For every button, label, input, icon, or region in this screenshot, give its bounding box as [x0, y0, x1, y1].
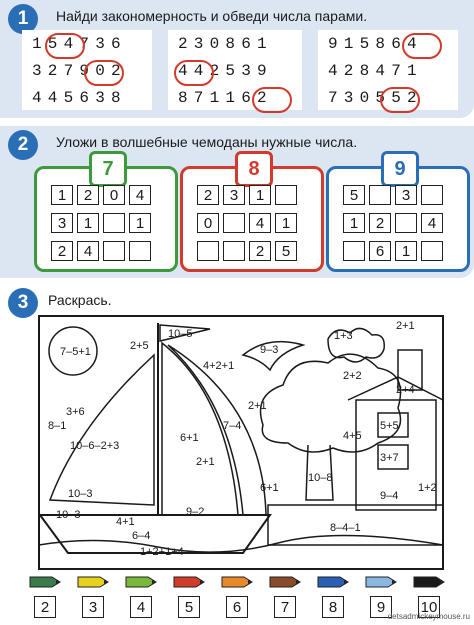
number-cell[interactable]	[103, 213, 125, 233]
number-cell[interactable]: 1	[129, 213, 151, 233]
number-row: 871162	[178, 89, 273, 107]
region-label: 3+6	[66, 406, 85, 418]
pencil-5[interactable]	[172, 572, 208, 622]
number-cell[interactable]: 6	[369, 241, 391, 261]
region-label: 4+2+1	[203, 360, 235, 372]
pair-circle[interactable]	[380, 87, 420, 113]
region-label: 9–3	[260, 344, 279, 356]
suitcase-label: 7	[89, 151, 127, 187]
task1-panel-1	[22, 30, 152, 110]
pencil-7[interactable]	[268, 572, 304, 622]
number-cell[interactable]: 1	[343, 213, 365, 233]
region-label: 10–8	[308, 472, 333, 484]
pencil-number: 3	[82, 596, 104, 618]
pair-circle[interactable]	[45, 33, 85, 59]
task3-title: Раскрась.	[48, 292, 112, 308]
region-label: 8–1	[48, 420, 67, 432]
suitcase-label: 8	[235, 151, 273, 187]
number-cell[interactable]: 1	[395, 241, 417, 261]
number-cell[interactable]	[197, 241, 219, 261]
pencil-number: 10	[418, 596, 440, 618]
region-label: 2+4	[396, 384, 415, 396]
region-label: 10–3	[56, 509, 81, 521]
region-label: 7–4	[223, 420, 242, 432]
number-cell[interactable]	[395, 213, 417, 233]
pencil-icon	[220, 572, 256, 592]
suitcase-7	[34, 157, 178, 272]
pair-circle[interactable]	[402, 33, 442, 59]
number-cell[interactable]: 4	[249, 213, 271, 233]
pencil-2[interactable]	[28, 572, 64, 622]
region-label: 4+5	[343, 430, 362, 442]
task3-number: 3	[8, 288, 38, 318]
number-cell[interactable]: 1	[249, 185, 271, 205]
pair-circle[interactable]	[174, 60, 214, 86]
number-cell[interactable]: 1	[51, 185, 73, 205]
region-label: 10–6–2+3	[70, 440, 120, 452]
number-row: 230861	[178, 35, 273, 53]
suitcase-9	[326, 157, 470, 272]
region-label: 1+2+1+4	[140, 546, 184, 558]
number-cell[interactable]: 3	[395, 185, 417, 205]
region-label: 5+5	[380, 420, 399, 432]
number-cell[interactable]: 3	[51, 213, 73, 233]
region-label: 10–3	[68, 488, 93, 500]
region-label: 2+2	[343, 370, 362, 382]
number-cell[interactable]: 1	[77, 213, 99, 233]
region-label: 6–4	[132, 530, 151, 542]
region-label: 2+5	[130, 340, 149, 352]
number-cell[interactable]	[223, 213, 245, 233]
number-cell[interactable]	[421, 185, 443, 205]
pencil-number: 6	[226, 596, 248, 618]
number-cell[interactable]: 3	[223, 185, 245, 205]
region-label: 1+3	[334, 330, 353, 342]
number-cell[interactable]: 0	[197, 213, 219, 233]
pencil-number: 8	[322, 596, 344, 618]
number-row: 327902	[32, 62, 127, 80]
number-cell[interactable]: 2	[249, 241, 271, 261]
region-label: 2+1	[396, 320, 415, 332]
task1-number: 1	[8, 4, 38, 34]
number-row: 442539	[178, 62, 273, 80]
task2-title: Уложи в волшебные чемоданы нужные числа.	[56, 134, 358, 150]
number-cell[interactable]: 2	[197, 185, 219, 205]
suitcase-8	[180, 157, 324, 272]
task1-title: Найди закономерность и обведи числа парами.	[56, 8, 368, 24]
number-cell[interactable]: 5	[343, 185, 365, 205]
number-cell[interactable]	[223, 241, 245, 261]
number-cell[interactable]: 2	[369, 213, 391, 233]
region-label: 2+1	[196, 456, 215, 468]
region-label: 9–2	[186, 506, 205, 518]
pencil-number: 4	[130, 596, 152, 618]
suitcase-grid	[343, 185, 443, 261]
pencil-icon	[316, 572, 352, 592]
number-cell[interactable]: 2	[77, 185, 99, 205]
pencil-icon	[268, 572, 304, 592]
region-label: 6+1	[180, 432, 199, 444]
suitcase-grid	[197, 185, 297, 261]
pencil-8[interactable]	[316, 572, 352, 622]
number-cell[interactable]: 4	[421, 213, 443, 233]
region-label: 1+2	[418, 482, 437, 494]
region-label: 4+1	[116, 516, 135, 528]
number-cell[interactable]	[275, 185, 297, 205]
region-label: 2+1	[248, 400, 267, 412]
number-cell[interactable]	[129, 241, 151, 261]
region-label: 8–4–1	[330, 522, 361, 534]
pencil-number: 2	[34, 596, 56, 618]
watermark: detsadmickeymouse.ru	[387, 612, 470, 621]
number-cell[interactable]: 1	[275, 213, 297, 233]
number-row: 445638	[32, 89, 127, 107]
number-cell[interactable]: 2	[51, 241, 73, 261]
pencil-icon	[172, 572, 208, 592]
pencil-3[interactable]	[76, 572, 112, 622]
task2-number: 2	[8, 130, 38, 160]
number-cell[interactable]: 4	[77, 241, 99, 261]
number-row: 154736	[32, 35, 127, 53]
number-cell[interactable]	[343, 241, 365, 261]
region-label: 9–4	[380, 490, 399, 502]
pencil-6[interactable]	[220, 572, 256, 622]
pencil-icon	[28, 572, 64, 592]
number-cell[interactable]: 4	[129, 185, 151, 205]
number-cell[interactable]	[103, 241, 125, 261]
pencil-icon	[412, 572, 448, 592]
pencil-number: 9	[370, 596, 392, 618]
number-row: 428471	[328, 62, 423, 80]
task1-panel-3	[318, 30, 458, 110]
region-label: 7–5+1	[60, 346, 91, 358]
number-row: 915864	[328, 35, 423, 53]
number-cell[interactable]: 0	[103, 185, 125, 205]
region-label: 10–5	[168, 328, 193, 340]
pair-circle[interactable]	[84, 60, 124, 86]
number-cell[interactable]	[369, 185, 391, 205]
suitcase-grid	[51, 185, 151, 261]
pencil-icon	[364, 572, 400, 592]
region-label: 6+1	[260, 482, 279, 494]
suitcase-label: 9	[381, 151, 419, 187]
region-label: 3+7	[380, 452, 399, 464]
pair-circle[interactable]	[252, 87, 292, 113]
number-cell[interactable]	[421, 241, 443, 261]
coloring-picture[interactable]	[38, 315, 444, 570]
pencil-icon	[124, 572, 160, 592]
pencil-number: 5	[178, 596, 200, 618]
pencil-icon	[76, 572, 112, 592]
task1-panel-2	[168, 30, 302, 110]
pencil-4[interactable]	[124, 572, 160, 622]
number-cell[interactable]: 5	[275, 241, 297, 261]
number-row: 730552	[328, 89, 423, 107]
pencil-number: 7	[274, 596, 296, 618]
